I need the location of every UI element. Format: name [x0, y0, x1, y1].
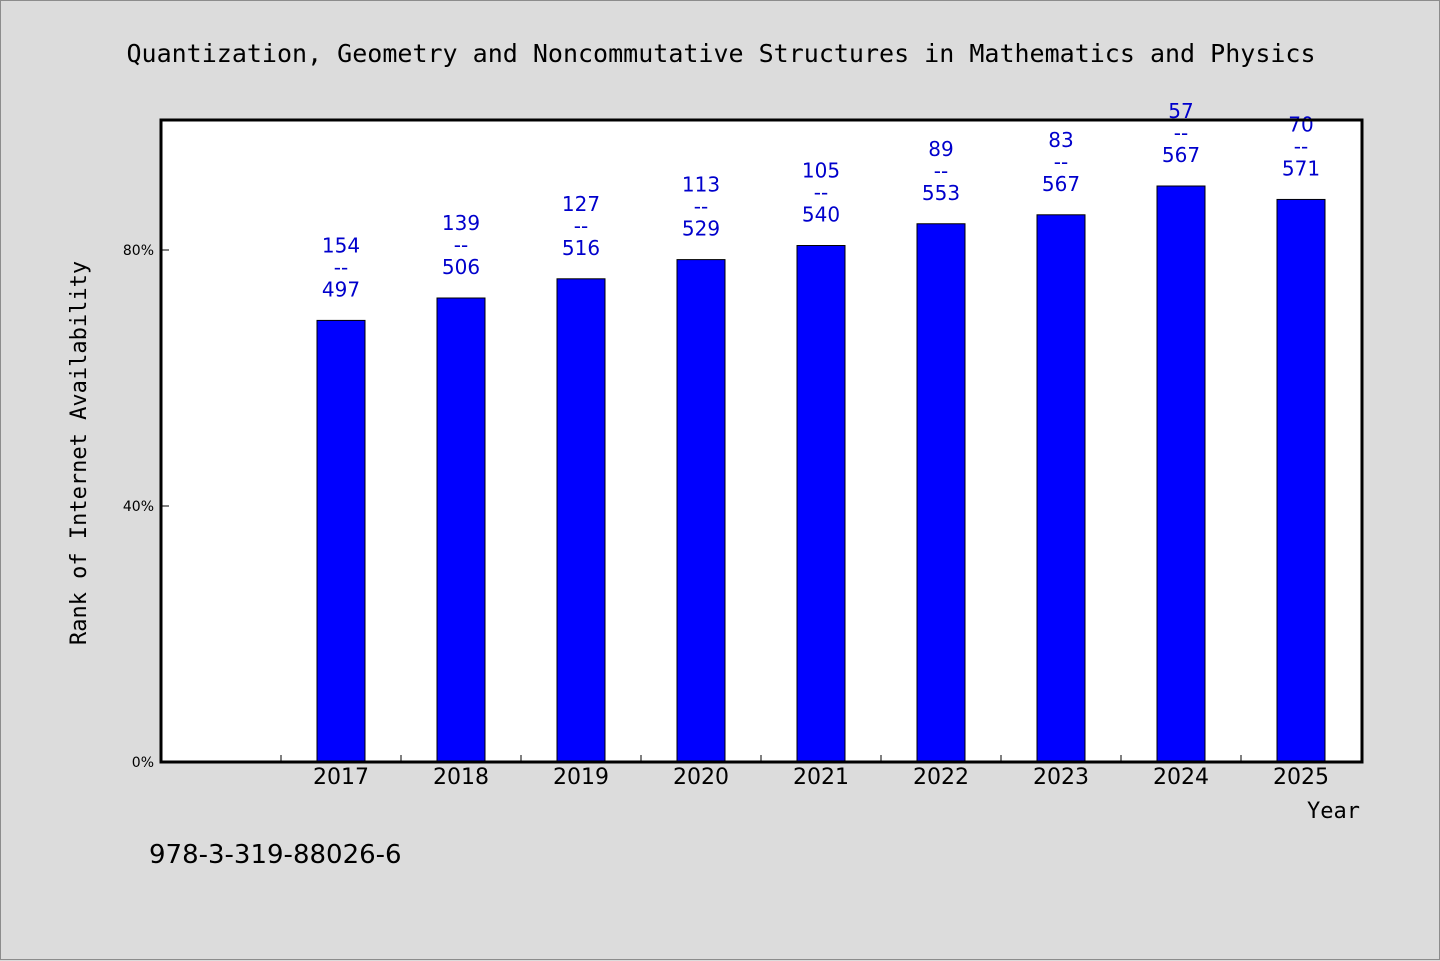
data-label-2022-line3: 553: [921, 180, 961, 205]
data-label-2017-line1: 154: [321, 233, 361, 258]
data-label-2020-line1: 113: [681, 172, 721, 197]
x-axis-label: Year: [1307, 799, 1360, 824]
data-label-2019-line3: 516: [561, 235, 601, 260]
x-tick-label-2017: 2017: [313, 765, 369, 790]
bar-2022: [917, 224, 965, 762]
bar-2021: [797, 246, 845, 762]
data-label-2025-line3: 571: [1281, 156, 1321, 181]
data-label-2018-line3: 506: [441, 255, 481, 279]
x-tick-label-2019: 2019: [553, 765, 609, 790]
data-label-2024-line1: 57: [1168, 99, 1194, 123]
data-label-2021-line2: --: [813, 180, 829, 205]
data-label-2018-line1: 139: [441, 211, 481, 235]
x-tick-label-2021: 2021: [793, 765, 849, 790]
y-tick-label-0%: 0%: [131, 755, 154, 771]
data-label-2021-line1: 105: [801, 158, 841, 183]
x-tick-label-2024: 2024: [1153, 765, 1209, 790]
y-tick-label-80%: 80%: [122, 243, 154, 259]
data-label-2022-line1: 89: [928, 136, 954, 161]
data-label-2023-line2: --: [1053, 149, 1069, 174]
data-label-2019-line1: 127: [561, 191, 601, 216]
data-label-2024-line2: --: [1173, 121, 1189, 145]
bar-2018: [437, 298, 485, 762]
data-label-2017-line2: --: [333, 255, 349, 280]
y-axis-label: Rank of Internet Availability: [67, 260, 92, 646]
data-label-2023-line1: 83: [1048, 127, 1074, 152]
bar-2023: [1037, 215, 1085, 762]
chart-svg: [1, 1, 1440, 961]
chart-title: Quantization, Geometry and Noncommutative Structures in Mathematics and Physics: [126, 39, 1316, 68]
bar-2020: [677, 260, 725, 762]
data-label-2019-line2: --: [573, 213, 589, 238]
data-label-2020-line2: --: [693, 194, 709, 219]
isbn-footer: 978-3-319-88026-6: [149, 840, 402, 870]
x-tick-label-2025: 2025: [1273, 765, 1329, 790]
bar-2025: [1277, 199, 1325, 762]
data-label-2025-line1: 70: [1288, 112, 1314, 137]
bar-2017: [317, 320, 365, 762]
data-label-2021-line3: 540: [801, 202, 841, 227]
data-label-2024-line3: 567: [1161, 143, 1201, 167]
data-label-2020-line3: 529: [681, 216, 721, 241]
x-tick-label-2020: 2020: [673, 765, 729, 790]
data-label-2025-line2: --: [1293, 134, 1309, 159]
data-label-2018-line2: --: [453, 233, 469, 257]
bar-2019: [557, 279, 605, 762]
y-tick-label-40%: 40%: [122, 499, 154, 515]
data-label-2022-line2: --: [933, 158, 949, 183]
x-tick-label-2023: 2023: [1033, 765, 1089, 790]
data-label-2017-line3: 497: [321, 277, 361, 302]
x-tick-label-2022: 2022: [913, 765, 969, 790]
x-tick-label-2018: 2018: [433, 765, 489, 790]
bar-2024: [1157, 186, 1205, 762]
data-label-2023-line3: 567: [1041, 171, 1081, 196]
